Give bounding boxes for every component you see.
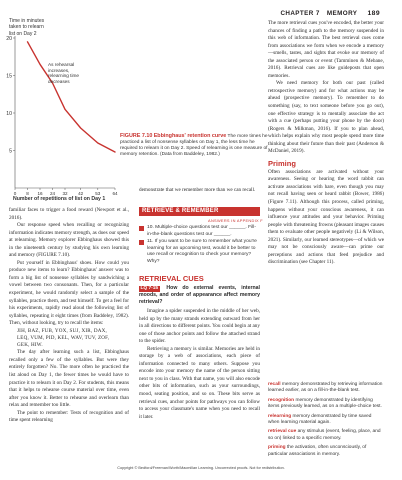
y-tick-label: 10 [6, 110, 12, 117]
paragraph: Put yourself in Ebbinghaus' shoes. How could you produce new items to learn? Ebbinghaus' answer was to form a big list of nonsense syllables by sandwiching a vowel between two consonants. Then, for a particular experiment, he would randomly select a sample of the syllables, practice them, and test himself. To get a feel for his experiments, rapidly read aloud the following list of syllables, repeating it eight times (from Baddeley, 1982). Then, without looking, try to recall the items: [9, 259, 129, 327]
chapter-label: CHAPTER 7 [280, 10, 320, 17]
left-column [9, 207, 129, 425]
glossary [268, 382, 383, 458]
paragraph: The day after learning such a list, Ebbinghaus recalled only a few of the syllables. But were they entirely forgotten? No. The more often he practiced the list aloud on Day 1, the fewer times he would have to practice it to relearn it on Day 2. For students, this means that it helps to rehearse course material over time, even after you know it. Better to rehearse and overlearn than relax and remember too little. [9, 349, 129, 409]
glossary-term: recognition [268, 397, 295, 403]
x-tick-label: 8 [26, 191, 29, 196]
figure-title: Ebbinghaus' retention curve [153, 133, 227, 139]
syllable-line: JIH, BAZ, FUB, YOX, SUJ, XIR, DAX, [17, 327, 107, 334]
ylabel-line: Time in minutes [9, 18, 45, 24]
x-tick-label: 24 [49, 191, 56, 196]
chart-xlabel: Number of repetitions of list on Day 1 [13, 196, 106, 202]
glossary-term: recall [268, 382, 281, 387]
paragraph: Imagine a spider suspended in the middle of her web, held up by the many strands extending outward from her in all directions to different points. You could begin at any one of those anchor points and follow the attached strand to the spider. [139, 308, 260, 345]
glossary-entry [268, 429, 383, 442]
glossary-definition: any stimulus (event, feeling, place, and so on) linked to a specific memory. [268, 429, 381, 441]
glossary-definition: the activation, often unconsciously, of particular associations in memory. [268, 445, 367, 457]
question-bullet-icon [139, 240, 144, 245]
page-number: 189 [367, 10, 380, 17]
y-tick-label: 5 [9, 148, 12, 155]
question-bullet-icon [139, 226, 144, 231]
glossary-definition: memory demonstrated by identifying items previously learned, as on a multiple-choice test. [268, 397, 382, 410]
glossary-term: retrieval cue [268, 429, 297, 435]
paragraph: The point to remember: Tests of recognition and of time spent relearning [9, 409, 129, 424]
x-tick-label: 32 [62, 191, 68, 196]
x-tick-label: 0 [13, 191, 17, 196]
annotation-line: As rehearsal [48, 62, 75, 67]
annotation-line: increases, [48, 67, 70, 73]
glossary-entry [268, 382, 383, 395]
x-tick-label: 42 [78, 191, 84, 196]
priming-heading: Priming [268, 158, 296, 168]
ylabel-line: list on Day 2 [9, 30, 37, 37]
paragraph: Our response speed when recalling or recognizing information indicates memory strength, as does our speed at relearning. Memory explorer Ebbinghaus showed this in the nineteenth century by studying his own learning and memory (FIGURE 7.10). [9, 222, 129, 259]
annotation-line: relearning time [48, 73, 80, 79]
syllable-line: GEK, HIW. [17, 342, 43, 349]
x-tick-label: 64 [112, 191, 118, 196]
y-tick-label: 15 [6, 73, 12, 80]
learning-question [139, 285, 260, 306]
copyright-footer: Copyright © Bedford/Freeman/Worth/Macmillan Learning. Uncorrected proofs. Not for redistribution. [117, 466, 285, 470]
glossary-term: priming [268, 445, 286, 451]
retention-curve [28, 42, 116, 152]
glossary-definition: memory demonstrated by time saved when learning material again. [268, 413, 372, 426]
section-heading: RETRIEVAL CUES [139, 274, 204, 283]
syllable-list [9, 328, 129, 350]
paragraph: Retrieving a memory is similar. Memories are held in storage by a web of associations, each piece of information connected to many others. Suppose you encode into your memory the name of the person sitting next to you in class. With that name, you will also encode other bits of information, such as your surroundings, mood, seating position, and so on. These bits serve as retrieval cues, anchor points for pathways you can follow to access your classmate's name when you need to recall it later. [139, 345, 260, 420]
glossary-term: relearning [268, 413, 292, 419]
chart-annotation [48, 62, 79, 85]
question-text: 10. Multiple-choice questions test our ______. Fill-in-the-blank questions test our ______. [147, 225, 257, 237]
figure-caption-text: The more times he practiced a list of nonsense syllables on Day 1, the less time he required to relearn it on Day 2. Speed of relearning is one measure of memory retention. (Data from Baddeley, 1982.) [120, 134, 268, 157]
retention-chart [0, 0, 130, 200]
glossary-entry [268, 414, 383, 427]
question-10 [139, 225, 260, 238]
glossary-entry [268, 445, 383, 458]
paragraph: Often associations are activated without your awareness. Seeing or hearing the word rabbit can activate associations with hare, even though you may not recall having seen or heard rabbit (Bower, 1986) (Figure 7.11). Although this process, called priming, happens without your conscious awareness, it can influence your attitudes and your behavior. Priming people with threatening frowns (pleasant images causes them to evaluate other people negatively (Li & Wilson, 2021). Similarly, our learned stereotypes—of which we may not be consciously aware—can prime our perceptions and actions that feed prejudice and discrimination (see Chapter 11). [268, 168, 384, 266]
y-tick-label: 20 [6, 35, 12, 42]
middle-column-intro [139, 187, 260, 195]
figure-label: FIGURE 7.10 [120, 133, 153, 139]
right-column [268, 20, 384, 267]
question-11 [139, 239, 260, 265]
chapter-title: MEMORY [326, 10, 358, 17]
middle-column-body [139, 274, 260, 421]
paragraph: demonstrate that we remember more than we can recall. [139, 187, 256, 193]
ylabel-line: taken to relearn [9, 24, 44, 31]
lq-badge: LQ 7-15 [140, 286, 159, 291]
retrieve-remember-banner: RETRIEVE & REMEMBER [139, 207, 260, 216]
retrieve-remember-questions [139, 225, 260, 267]
lq-text: How do external events, internal moods, and order of appearance affect memory retrieval? [139, 285, 260, 305]
figure-caption [120, 133, 270, 158]
question-text: 11. If you want to be sure to remember what you're learning for an upcoming test, would it be better to use recall or recognition to check your memory? Why? [147, 239, 257, 264]
x-tick-label: 53 [95, 191, 101, 196]
annotation-line: decreases [48, 79, 70, 85]
paragraph: familiar faces to trigger a food reward (Newport et al., 2016). [9, 207, 129, 221]
paragraph: The more retrieval cues you've encoded, the better your chances of finding a path to the memory suspended in this web of information. The best retrieval cues come from associations we form when we encode a memory—smells, tastes, and sights that evoke our memory of the associated person or event (Tamminen & Mebane, 2016). Retrieval cues are like guideposts that open memories. [268, 20, 384, 79]
paragraph: We need memory for both our past (called retrospective memory) and for what actions may be ahead (prospective memory). To remember to do something (say, to text someone before you go out), one effective strategy is to mentally associate the act with a cue (perhaps putting your phone by the door) (Rogers & Milkman, 2016). If you to plan ahead, which helps explain why most people spend more time thinking about their future than their past (Anderson & McDaniel, 2019). [268, 80, 384, 155]
running-header [280, 10, 380, 17]
glossary-entry [268, 398, 383, 411]
answers-note: ANSWERS IN APPENDIX F [208, 218, 263, 223]
syllable-line: LEQ, VUM, PID, KEL, WAV, TUV, ZOF, [17, 334, 110, 341]
x-tick-label: 16 [37, 191, 43, 196]
glossary-definition: memory demonstrated by retrieving information learned earlier, as on a fill-in-the-blank test. [268, 382, 383, 394]
